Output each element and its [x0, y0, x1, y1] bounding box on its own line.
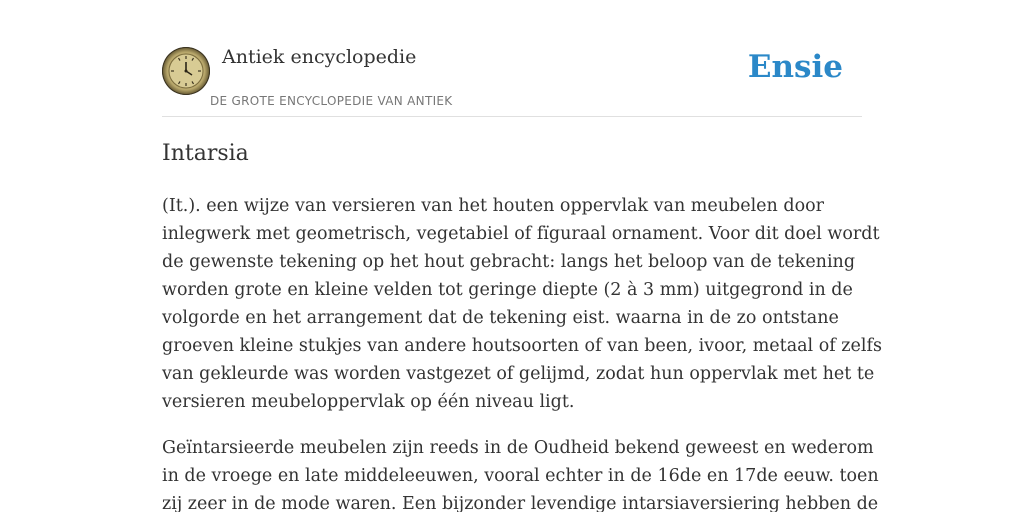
- paragraph-line: groeven kleine stukjes van andere houtsoorten of van been, ivoor, metaal of zelfs: [162, 336, 882, 356]
- paragraph-line: versieren meubeloppervlak op één niveau ligt.: [162, 392, 575, 412]
- paragraph-line: in de vroege en late middeleeuwen, vooral echter in de 16de en 17de eeuw. toen: [162, 466, 879, 486]
- paragraph-line: inlegwerk met geometrisch, vegetabiel of fïguraal ornament. Voor dit doel wordt: [162, 224, 880, 244]
- paragraph-line: zij zeer in de mode waren. Een bijzonder levendige intarsiaversiering hebben de: [162, 494, 879, 512]
- paragraph-line: Geïntarsieerde meubelen zijn reeds in de Oudheid bekend geweest en wederom: [162, 438, 874, 458]
- article-title: Intarsia: [162, 141, 249, 166]
- paragraph-line: volgorde en het arrangement dat de tekening eist. waarna in de zo ontstane: [162, 308, 839, 328]
- site-title[interactable]: Antiek encyclopedie: [222, 46, 417, 68]
- article-paragraph: [162, 434, 879, 512]
- article: [162, 138, 882, 512]
- paragraph-line: (It.). een wijze van versieren van het houten oppervlak van meubelen door: [162, 196, 825, 216]
- brand-logo-link[interactable]: Ensie: [747, 49, 843, 85]
- site-header: [162, 38, 862, 117]
- clock-icon[interactable]: [162, 47, 210, 95]
- paragraph-line: de gewenste tekening op het hout gebracht: langs het beloop van de tekening: [162, 252, 856, 272]
- site-subtitle: DE GROTE ENCYCLOPEDIE VAN ANTIEK: [210, 94, 453, 108]
- paragraph-line: worden grote en kleine velden tot geringe diepte (2 à 3 mm) uitgegrond in de: [162, 280, 853, 300]
- paragraph-line: van gekleurde was worden vastgezet of gelijmd, zodat hun oppervlak met het te: [162, 364, 875, 384]
- article-paragraph: [162, 192, 882, 416]
